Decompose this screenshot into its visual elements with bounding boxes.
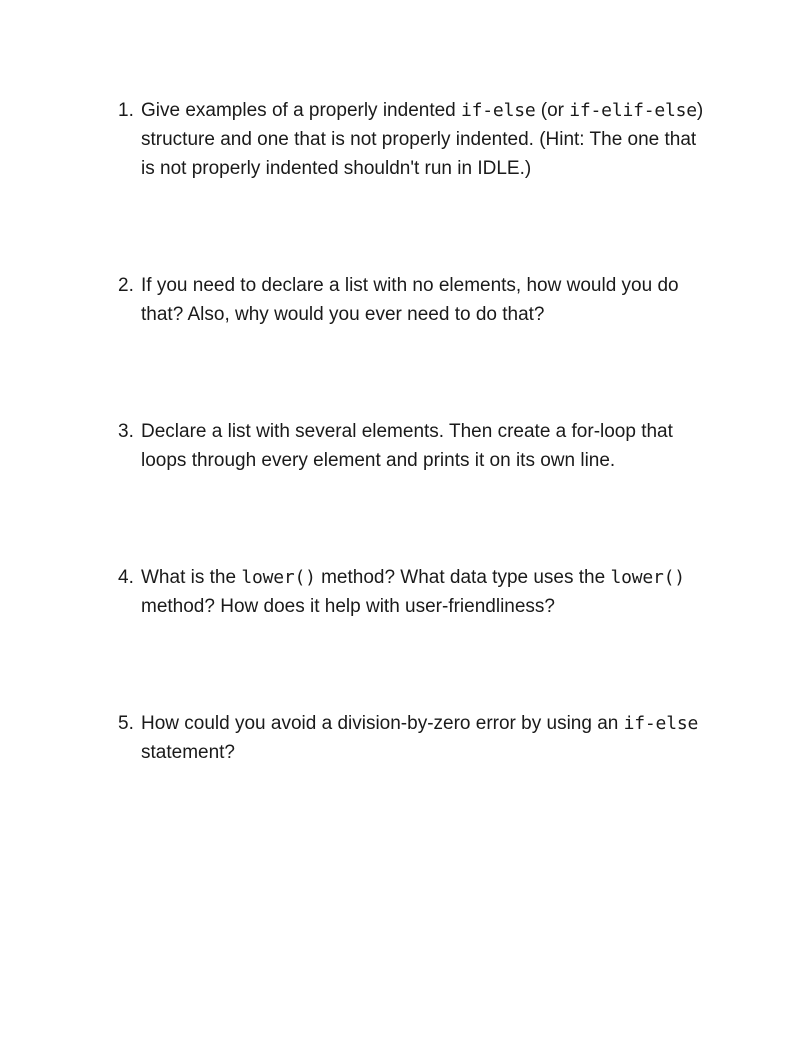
question-number: 1. [118,100,134,121]
question-number: 4. [118,567,134,588]
question-text [141,563,706,621]
inline-code: if-else [623,713,699,734]
question-text [141,271,706,329]
question-text-segment: Give examples of a properly indented [141,100,462,121]
question-number: 3. [118,421,134,442]
question-text-segment: ) structure and one that is not properly indented. (Hint: The one that is not properly indented shouldn't run in IDLE.) [141,100,704,179]
question-text-segment: Declare a list with several elements. Then create a for-loop that loops through every element and prints it on its own line. [141,421,673,471]
question-text-segment: method? What data type uses the [315,567,611,588]
question-text-segment: What is the [141,567,242,588]
inline-code: lower() [241,567,316,588]
question-item [118,417,809,475]
inline-code: if-elif-else [569,100,697,121]
question-text-segment: statement? [141,742,235,763]
question-text-segment: method? How does it help with user-friendliness? [141,596,555,617]
question-number: 2. [118,275,134,296]
question-item [118,271,809,329]
question-text-segment: If you need to declare a list with no elements, how would you do that? Also, why would you ever need to do that? [141,275,679,325]
question-item [118,709,809,767]
inline-code: if-else [461,100,536,121]
inline-code: lower() [610,567,685,588]
question-text [141,96,706,183]
question-item [118,96,809,183]
question-item [118,563,809,621]
question-text [141,417,706,475]
question-number: 5. [118,713,134,734]
question-text-segment: How could you avoid a division-by-zero error by using an [141,713,624,734]
question-text [141,709,706,767]
question-text-segment: (or [535,100,570,121]
